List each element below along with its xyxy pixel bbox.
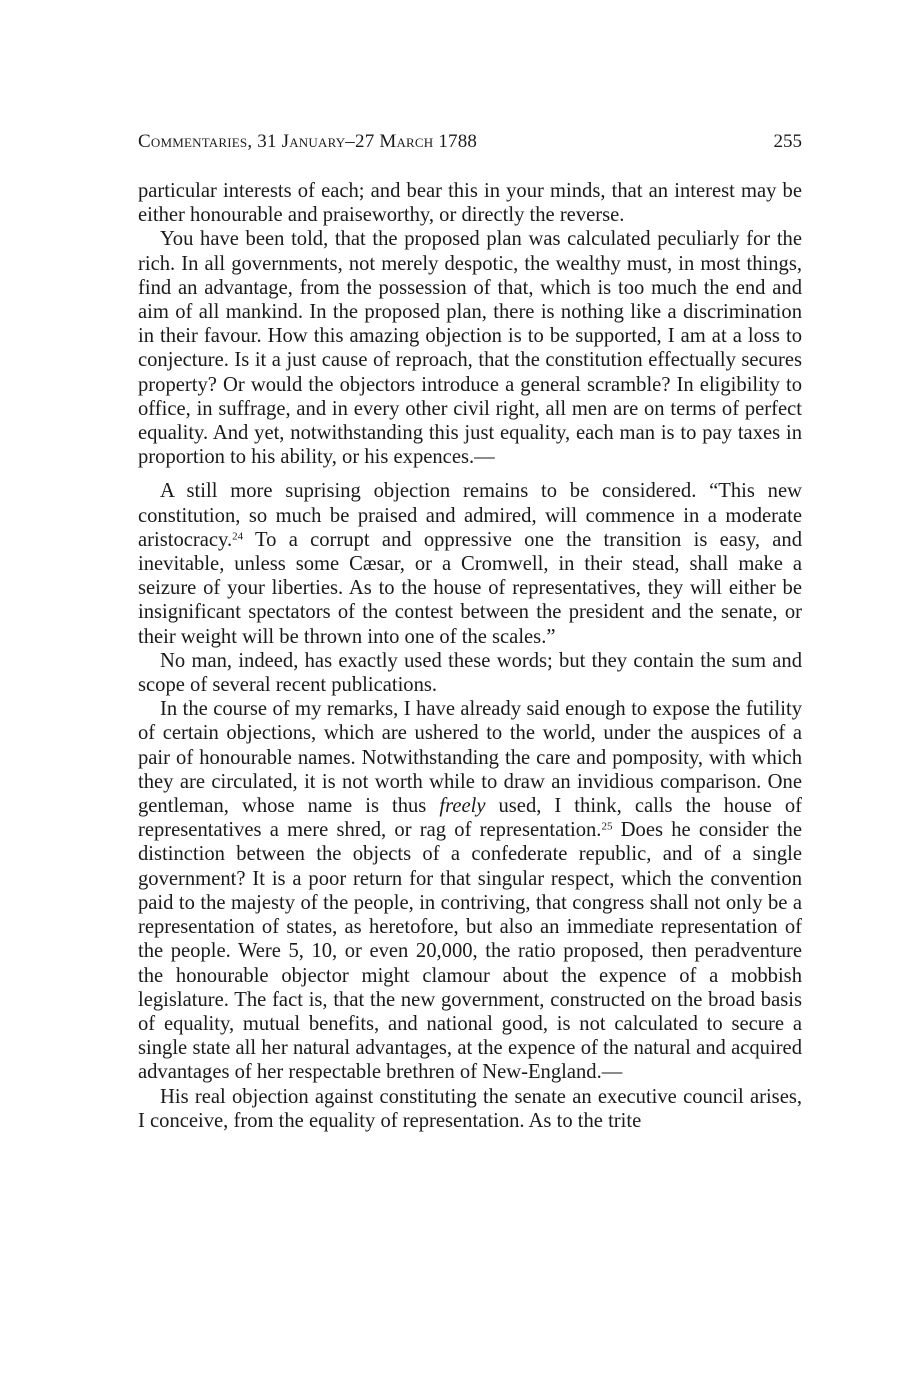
paragraph-with-footnote — [138, 479, 802, 648]
running-head — [138, 129, 804, 155]
paragraph: You have been told, that the proposed plan was calculated peculiarly for the rich. In all governments, not merely despotic, the wealthy must, in most things, find an advantage, from the possession of that, which is too much the end and aim of all mankind. In the proposed plan, there is nothing like a discrimination in their favour. How this amazing objection is to be supported, I am at a loss to conjecture. Is it a just cause of reproach, that the constitution effectually secures property? Or would the objectors introduce a general scramble? In eligibility to office, in suffrage, and in every other civil right, all men are on terms of perfect equality. And yet, notwithstanding this just equality, each man is to pay taxes in proportion to his ability, or his expences.— — [138, 228, 802, 469]
paragraph-text: In the course of my remarks, I have already said enough to expose the futility of certain objections, which are ushered to the world, under the auspices of a pair of honourable names. Notwithstanding the care and pomposity, with which they are circulated, it is not worth while to draw an invidious comparison. One gentleman, whose name is thus — [138, 698, 802, 818]
running-title: Commentaries, 31 January–27 March 1788 — [138, 131, 478, 152]
paragraph: No man, indeed, has exactly used these words; but they contain the sum and scope of several recent publications. — [138, 649, 802, 697]
paragraph-text: Does he consider the distinction between the objects of a confederate republic, and of a single government? It is a poor return for that singular respect, which the convention paid to the majesty of the people, in contriving, that congress shall not only be a representation of states, as heretofore, but also an immediate representation of the people. Were 5, 10, or even 20,000, the ratio proposed, then peradventure the honourable objector might clamour about the expence of a mobbish legislature. The fact is, that the new government, constructed on the broad basis of equality, mutual benefits, and national good, is not calculated to secure a single state all her natural advantages, at the expence of the natural and acquired advantages of her respectable brethren of New-England.— — [138, 819, 802, 1084]
paragraph-text: used, I think, calls the house of representatives a mere shred, or rag of representation. — [138, 795, 802, 842]
footnote-reference: 25 — [601, 820, 613, 833]
paragraph-text: A still more suprising objection remains to be considered. “This new constitution, so much be praised and admired, will commence in a moderate aristocracy. — [138, 480, 802, 551]
italic-word: freely — [439, 795, 486, 818]
paragraph-continued: particular interests of each; and bear this in your minds, that an interest may be either honourable and praiseworthy, or directly the reverse. — [138, 180, 802, 227]
body-text — [138, 179, 802, 1133]
paragraph: His real objection against constituting the senate an executive council arises, I conceive, from the equality of representation. As to the trite — [138, 1085, 802, 1132]
footnote-reference: 24 — [232, 530, 244, 543]
paragraph-with-footnote — [138, 697, 802, 1084]
paragraph-text: To a corrupt and oppressive one the transition is easy, and inevitable, unless some Cæsar, or a Cromwell, in their stead, shall make a seizure of your liberties. As to the house of representatives, they will either be insignificant spectators of the contest between the president and the senate, or their weight will be thrown into one of the scales.” — [138, 528, 802, 648]
page-number: 255 — [773, 131, 802, 152]
